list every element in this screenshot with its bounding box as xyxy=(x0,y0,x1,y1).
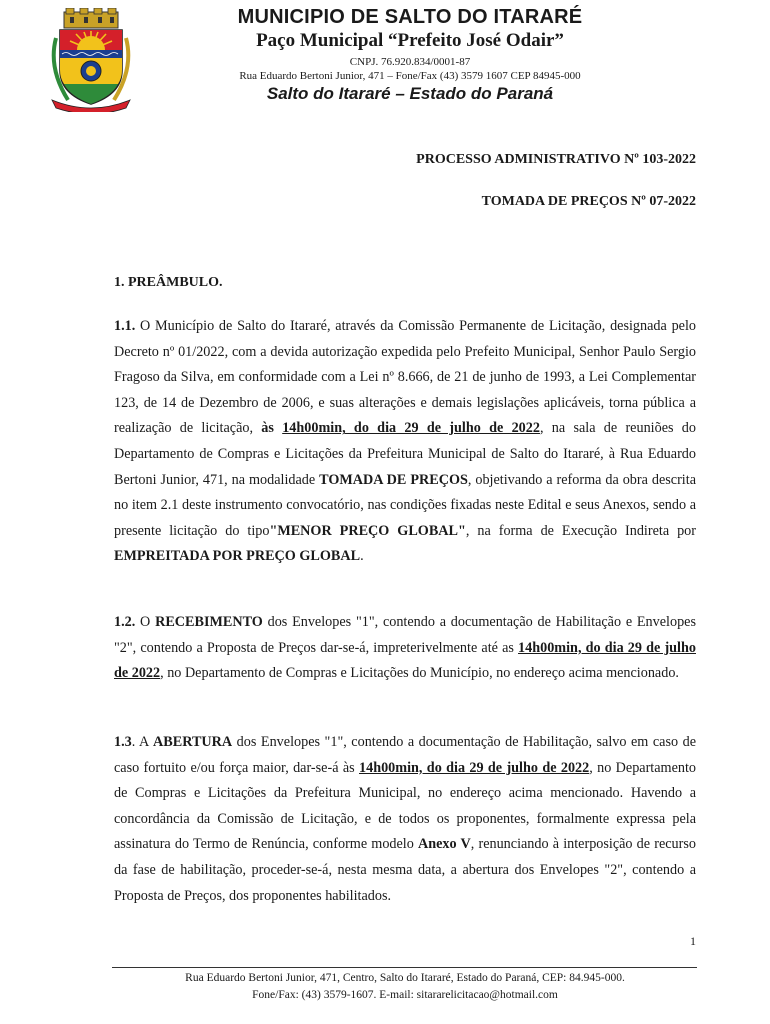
deadline-date: 14h00min, do dia 29 de julho de 2022 xyxy=(114,639,696,682)
paragraph-text: O Município de Salto do Itararé, através da Comissão Permanente de Licitação, designada pelo Decreto nº 01/2022, com a devida autorização expedida pelo Prefeito Municipal, Senhor Paulo Sergio Fragoso da Silva, em conformidade com a Lei nº 8.666, de 21 de junho de 1993, a Lei Complementar 123, de 14 de Dezembro de 2006, e suas alterações e demais legislações aplicáveis, torna pública a realização de licitação, xyxy=(114,318,696,437)
opening-date: 14h00min, do dia 29 de julho de 2022 xyxy=(359,759,590,776)
footer-divider xyxy=(112,967,697,968)
paragraph-text: , objetivando a reforma da obra descrita no item 2.1 deste instrumento convocatório, nas condições fixadas neste Edital e seus Anexos, sendo a presente licitação do tipo xyxy=(114,471,696,539)
paragraph-text: . xyxy=(360,548,364,565)
header-address: Rua Eduardo Bertoni Junior, 471 – Fone/Fax (43) 3579 1607 CEP 84945-000 xyxy=(239,70,581,82)
process-number: PROCESSO ADMINISTRATIVO Nº 103-2022 xyxy=(416,152,696,167)
paragraph-1-1 xyxy=(114,314,696,570)
city-state: Salto do Itararé – Estado do Paraná xyxy=(266,84,554,103)
item-number: 1.2. xyxy=(114,614,136,630)
modality: TOMADA DE PREÇOS xyxy=(319,471,468,488)
footer-address: Rua Eduardo Bertoni Junior, 471, Centro, Salto do Itararé, Estado do Paraná, CEP: 84.945-000. xyxy=(185,972,625,984)
paragraph-1-2 xyxy=(114,610,696,687)
paragraph-text: , renunciando à interposição de recurso da fase de habilitação, proceder-se-á, nesta mesma data, a abertura dos Envelopes "2", contendo a Proposta de Preços, dos proponentes habilitados. xyxy=(114,836,696,904)
paragraph-text: , na sala de reuniões do Departamento de Compras e Licitações da Prefeitura Municipal de Salto do Itararé, à Rua Eduardo Bertoni Junior, 471, na modalidade xyxy=(114,420,696,488)
letterhead xyxy=(0,0,770,120)
emphasis-text: ABERTURA xyxy=(153,734,233,750)
paragraph-text: , no Departamento de Compras e Licitações da Prefeitura Municipal, no endereço acima mencionado. Havendo a concordância da Comissão de Licitação, e de todos os proponentes, formalmente expressa pela assinatura do Termo de Renúncia, conforme modelo xyxy=(114,759,697,853)
paragraph-text: O xyxy=(135,614,156,630)
paragraph-1-3 xyxy=(114,730,696,909)
paragraph-text: , na forma de Execução Indireta por xyxy=(465,522,696,539)
section-title: 1. PREÂMBULO. xyxy=(114,275,223,290)
palace-name: Paço Municipal “Prefeito José Odair” xyxy=(256,30,564,51)
emphasis-text: às xyxy=(261,420,283,437)
footer-contact: Fone/Fax: (43) 3579-1607. E-mail: sitararelicitacao@hotmail.com xyxy=(252,989,558,1001)
paragraph-text: dos Envelopes "1", contendo a documentação de Habilitação, salvo em caso de caso fortuito e/ou força maior, dar-se-á às xyxy=(114,734,696,776)
municipal-coat-of-arms-icon xyxy=(46,8,136,112)
tender-type: "MENOR PREÇO GLOBAL" xyxy=(269,522,466,539)
page-number: 1 xyxy=(690,934,696,948)
item-number: 1.1. xyxy=(114,318,136,334)
cnpj-line: CNPJ. 76.920.834/0001-87 xyxy=(349,56,471,68)
paragraph-text: . A xyxy=(131,734,154,750)
municipality-name: MUNICIPIO DE SALTO DO ITARARÉ xyxy=(237,6,583,28)
execution-regime: EMPREITADA POR PREÇO GLOBAL xyxy=(114,548,361,565)
session-date: 14h00min, do dia 29 de julho de 2022 xyxy=(282,420,540,437)
paragraph-text: , no Departamento de Compras e Licitações do Município, no endereço acima mencionado. xyxy=(160,665,679,682)
annex-reference: Anexo V xyxy=(418,836,471,853)
paragraph-text: dos Envelopes "1", contendo a documentação de Habilitação e Envelopes "2", contendo a Proposta de Preços dar-se-á, impreterivelmente até as xyxy=(114,614,696,656)
item-number: 1.3 xyxy=(114,734,132,750)
emphasis-text: RECEBIMENTO xyxy=(155,614,263,630)
tender-number: TOMADA DE PREÇOS Nº 07-2022 xyxy=(481,194,696,209)
